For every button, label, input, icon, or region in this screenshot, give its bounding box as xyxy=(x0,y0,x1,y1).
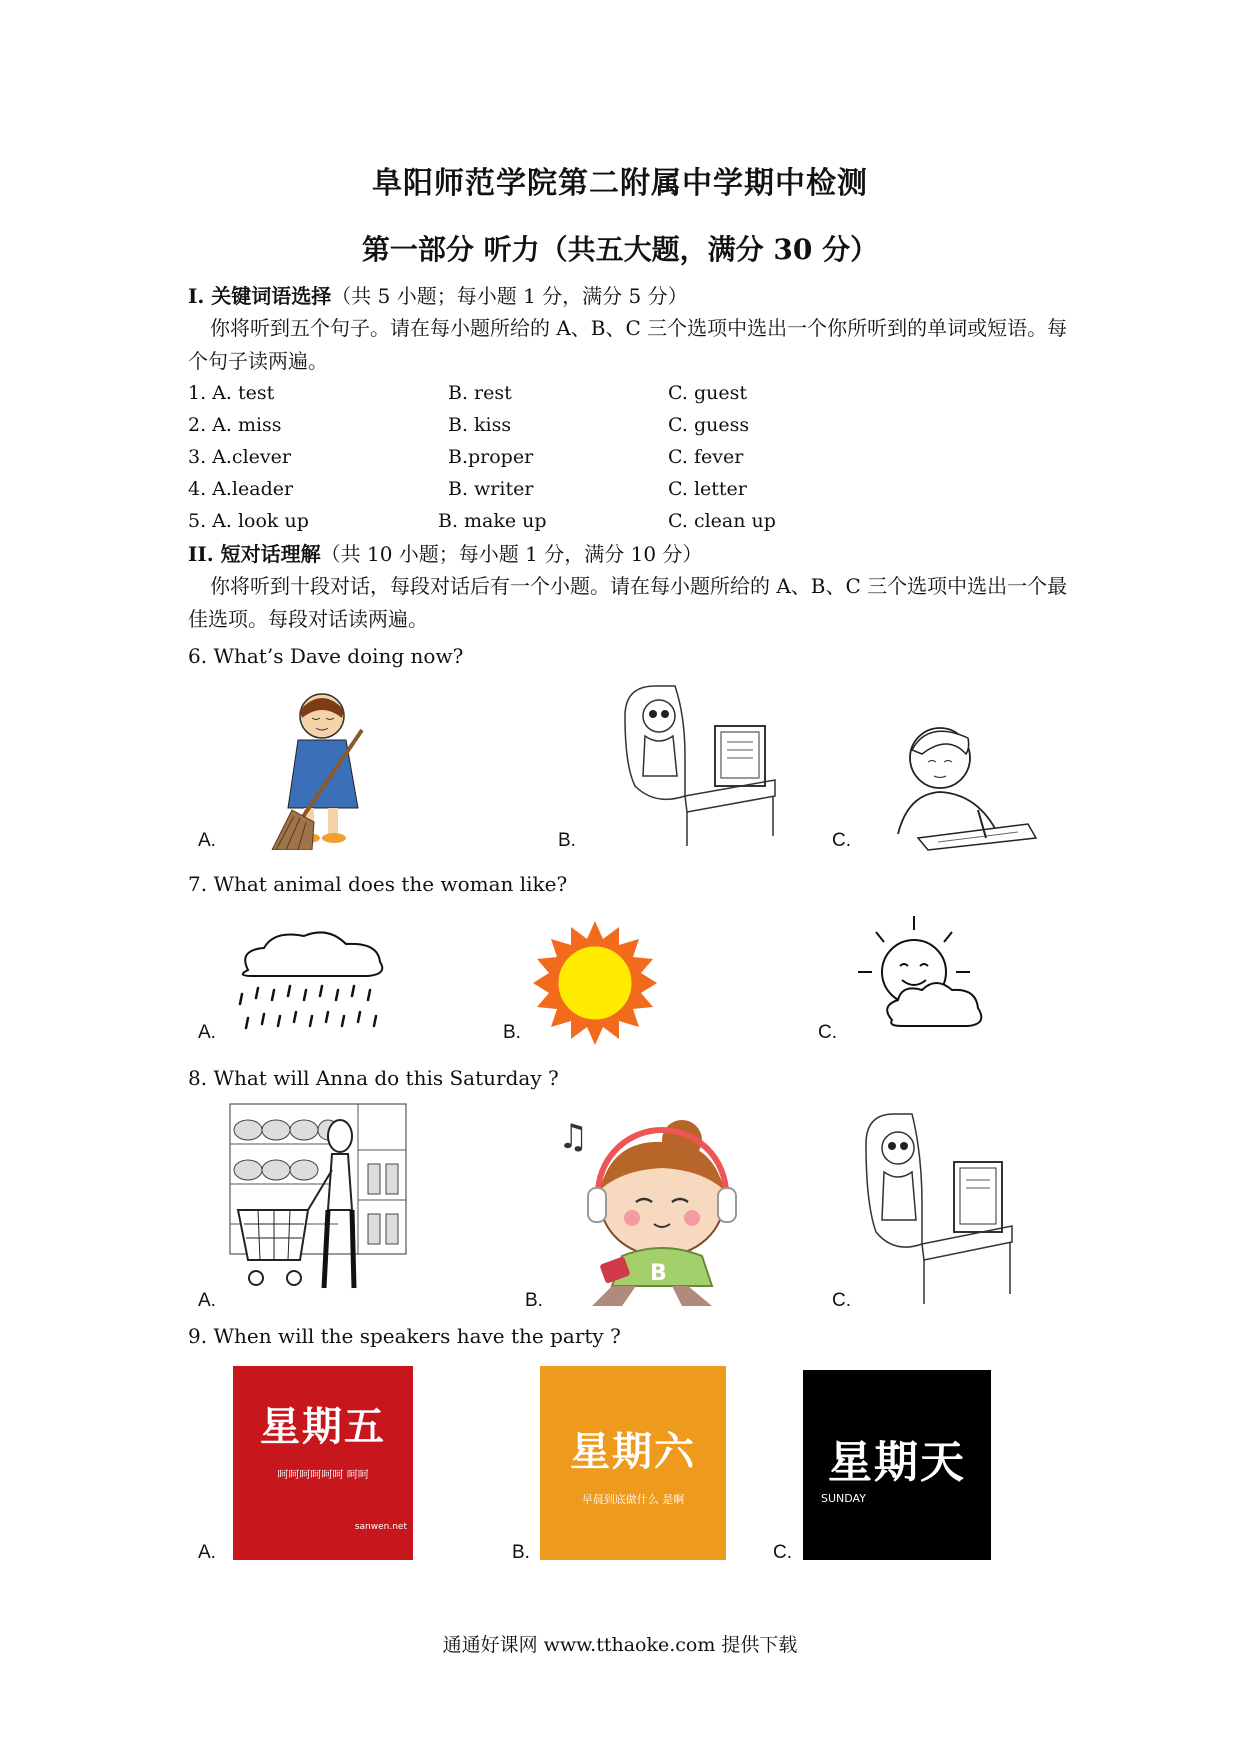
q9-picture-b-saturday xyxy=(540,1366,726,1560)
section1-note: （共 5 小题；每小题 1 分，满分 5 分） xyxy=(331,284,688,308)
q2-option-c: C. guess xyxy=(668,414,750,436)
section1-heading-line xyxy=(188,282,688,310)
q6-picture-c-writing xyxy=(878,714,1038,858)
q7-label-b: B. xyxy=(503,1022,521,1043)
friday-small-text: 呵呵呵呵呵呵 呵呵 xyxy=(277,1467,369,1481)
q8-picture-c-computer xyxy=(858,1104,1018,1308)
q8-label-a: A. xyxy=(198,1290,216,1311)
page-subtitle: 第一部分 听力（共五大题，满分 30 分） xyxy=(361,233,879,266)
q4-option-a: 4. A.leader xyxy=(188,478,294,500)
q9-label-c: C. xyxy=(773,1542,792,1563)
q6-picture-b-computer xyxy=(615,676,785,850)
q7-picture-c-sun-cloud xyxy=(852,910,1002,1044)
friday-text: 星期五 xyxy=(260,1403,386,1450)
section1-instructions: 你将听到五个句子。请在每小题所给的 A、B、C 三个选项中选出一个你所听到的单词或短语。每个句子读两遍。 xyxy=(188,316,1068,373)
q2-option-b: B. kiss xyxy=(448,414,512,436)
svg-text:B: B xyxy=(650,1261,667,1286)
q4-option-b: B. writer xyxy=(448,478,534,500)
page-footer: 通通好课网 www.tthaoke.com 提供下载 xyxy=(442,1634,798,1656)
saturday-text: 星期六 xyxy=(570,1428,696,1475)
q3-option-b: B.proper xyxy=(448,446,534,468)
q8-label-c: C. xyxy=(832,1290,851,1311)
question-8: 8. What will Anna do this Saturday ? xyxy=(188,1066,559,1090)
page-title: 阜阳师范学院第二附属中学期中检测 xyxy=(372,166,868,201)
q8-label-b: B. xyxy=(525,1290,543,1311)
q5-option-a: 5. A. look up xyxy=(188,510,309,532)
section2-heading: II. 短对话理解 xyxy=(188,542,321,566)
q6-picture-a-sweeping xyxy=(262,690,402,854)
section2-instructions: 你将听到十段对话，每段对话后有一个小题。请在每小题所给的 A、B、C 三个选项中选出一个最佳选项。每段对话读两遍。 xyxy=(188,574,1068,631)
q9-label-a: A. xyxy=(198,1542,216,1563)
q8-picture-b-listening-music xyxy=(552,1110,752,1314)
q7-picture-b-sun xyxy=(530,918,660,1052)
section2-note: （共 10 小题；每小题 1 分，满分 10 分） xyxy=(320,542,703,566)
q6-label-a: A. xyxy=(198,830,216,851)
sunday-text: 星期天 xyxy=(828,1436,966,1488)
friday-credit: sanwen.net xyxy=(354,1521,407,1532)
q2-option-a: 2. A. miss xyxy=(188,414,282,436)
question-7: 7. What animal does the woman like? xyxy=(188,872,568,896)
q3-option-a: 3. A.clever xyxy=(188,446,291,468)
q6-label-c: C. xyxy=(832,830,851,851)
q3-option-c: C. fever xyxy=(668,446,744,468)
q5-option-b: B. make up xyxy=(438,510,547,532)
q1-option-c: C. guest xyxy=(668,382,747,404)
sunday-small-text: SUNDAY xyxy=(821,1491,866,1505)
q1-option-a: 1. A. test xyxy=(188,382,275,404)
q1-option-b: B. rest xyxy=(448,382,512,404)
section2-heading-line xyxy=(188,540,702,568)
q7-picture-a-rain-cloud xyxy=(228,930,398,1044)
svg-text:♫: ♫ xyxy=(558,1117,589,1157)
q9-picture-c-sunday xyxy=(803,1370,991,1560)
saturday-small-text: 早晨到底做什么 是啊 xyxy=(581,1492,685,1506)
section1-heading: I. 关键词语选择 xyxy=(188,284,332,308)
q6-label-b: B. xyxy=(558,830,576,851)
q9-picture-a-friday xyxy=(233,1366,413,1560)
q7-label-a: A. xyxy=(198,1022,216,1043)
question-9: 9. When will the speakers have the party ? xyxy=(188,1324,621,1348)
q7-label-c: C. xyxy=(818,1022,837,1043)
q8-picture-a-shopping xyxy=(228,1100,408,1294)
q9-label-b: B. xyxy=(512,1542,530,1563)
q4-option-c: C. letter xyxy=(668,478,747,500)
question-6: 6. What’s Dave doing now? xyxy=(188,644,464,668)
q5-option-c: C. clean up xyxy=(668,510,776,532)
